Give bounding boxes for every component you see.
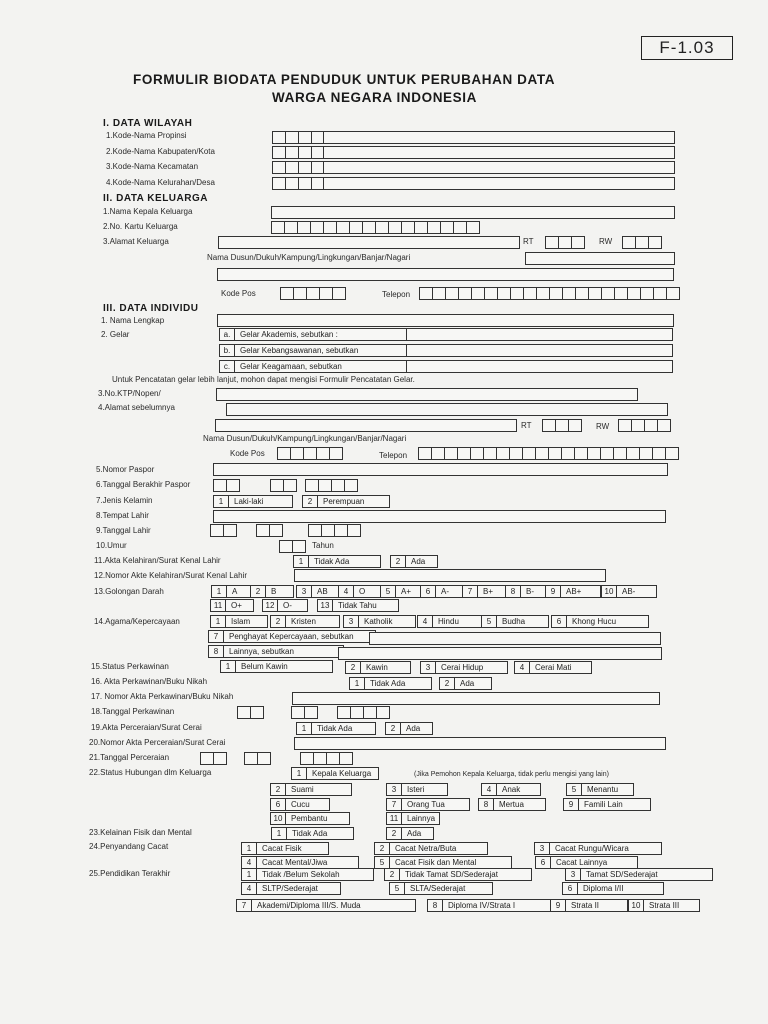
agama-option[interactable]: 5 Budha <box>481 615 549 628</box>
agama-option[interactable]: 6 Khong Hucu <box>551 615 649 628</box>
kepala-keluarga-input[interactable] <box>271 206 675 219</box>
rt-input[interactable] <box>545 236 585 247</box>
paspor-input[interactable] <box>213 463 668 476</box>
kelainan-ada[interactable]: 2 Ada <box>386 827 434 840</box>
kecamatan-code[interactable] <box>272 161 325 172</box>
golongan-darah-option[interactable]: 6 A- <box>420 585 464 598</box>
kelurahan-name[interactable] <box>323 177 675 190</box>
rw-label: RW <box>599 237 613 246</box>
field-label: 19.Akta Perceraian/Surat Cerai <box>91 723 202 732</box>
golongan-darah-option[interactable]: 4 O <box>338 585 384 598</box>
agama-option[interactable]: 8 Lainnya, sebutkan <box>208 645 344 658</box>
tgl-kawin-dd[interactable] <box>237 706 264 717</box>
section-heading-wilayah: I. DATA WILAYAH <box>103 118 193 129</box>
golongan-darah-option[interactable]: 9 AB+ <box>545 585 601 598</box>
pendidikan-option[interactable]: 6 Diploma I/II <box>562 882 664 895</box>
kabupaten-name[interactable] <box>323 146 675 159</box>
cacat-option[interactable]: 3 Cacat Rungu/Wicara <box>534 842 662 855</box>
field-label: 14.Agama/Kepercayaan <box>94 617 180 626</box>
rt-label: RT <box>521 421 532 430</box>
pendidikan-option[interactable]: 10 Strata III <box>628 899 700 912</box>
cerai-ada[interactable]: 2 Ada <box>385 722 433 735</box>
tgl-cerai-yyyy[interactable] <box>300 752 353 763</box>
kodepos-input-2[interactable] <box>277 447 343 458</box>
agama-option[interactable]: 2 Kristen <box>270 615 340 628</box>
kodepos-label-2: Kode Pos <box>230 449 265 458</box>
kelainan-tidak-ada[interactable]: 1 Tidak Ada <box>271 827 354 840</box>
pendidikan-option[interactable]: 9 Strata II <box>550 899 628 912</box>
hubungan-option[interactable]: 7 Orang Tua <box>386 798 470 811</box>
tahun-label: Tahun <box>312 541 334 550</box>
telepon-input-2[interactable] <box>418 447 679 458</box>
field-label: 8.Tempat Lahir <box>96 511 149 520</box>
hubungan-option[interactable]: 5 Menantu <box>566 783 634 796</box>
cacat-option[interactable]: 1 Cacat Fisik <box>241 842 329 855</box>
tempat-lahir-input[interactable] <box>213 510 666 523</box>
paspor-date-mm[interactable] <box>270 479 297 490</box>
kabupaten-code[interactable] <box>272 146 325 157</box>
rw-input-2[interactable] <box>618 419 671 430</box>
nomor-nikah-input[interactable] <box>292 692 660 705</box>
field-label: 4.Kode-Nama Kelurahan/Desa <box>106 178 215 187</box>
pendidikan-option[interactable]: 3 Tamat SD/Sederajat <box>565 868 713 881</box>
ktp-input[interactable] <box>216 388 638 401</box>
status-kawin-option[interactable]: 2 Kawin <box>345 661 411 674</box>
golongan-darah-option[interactable]: 13 Tidak Tahu <box>317 599 399 612</box>
pendidikan-option[interactable]: 2 Tidak Tamat SD/Sederajat <box>384 868 532 881</box>
cerai-tidak-ada[interactable]: 1 Tidak Ada <box>296 722 376 735</box>
form-title-line1: FORMULIR BIODATA PENDUDUK UNTUK PERUBAHAN DATA <box>133 72 556 87</box>
kodepos-input[interactable] <box>280 287 346 298</box>
field-label: 12.Nomor Akte Kelahiran/Surat Kenal Lahir <box>94 571 247 580</box>
hubungan-option[interactable]: 4 Anak <box>481 783 541 796</box>
nomor-akte-input[interactable] <box>294 569 606 582</box>
akta-ada[interactable]: 2 Ada <box>390 555 438 568</box>
field-label: 11.Akta Kelahiran/Surat Kenal Lahir <box>94 556 221 565</box>
hubungan-option[interactable]: 11 Lainnya <box>386 812 440 825</box>
section-heading-keluarga: II. DATA KELUARGA <box>103 193 208 204</box>
akta-tidak-ada[interactable]: 1 Tidak Ada <box>293 555 381 568</box>
telepon-label: Telepon <box>382 290 411 299</box>
section-heading-individu: III. DATA INDIVIDU <box>103 303 199 314</box>
gelar-akademis-input[interactable] <box>406 328 673 341</box>
hubungan-option[interactable]: 8 Mertua <box>478 798 546 811</box>
nikah-tidak-ada[interactable]: 1 Tidak Ada <box>349 677 432 690</box>
field-label: 3.Kode-Nama Kecamatan <box>106 162 199 171</box>
field-label: 3.Alamat Keluarga <box>103 237 169 246</box>
field-label: 4.Alamat sebelumnya <box>98 403 175 412</box>
lainnya-agama-input[interactable] <box>338 647 662 660</box>
golongan-darah-option[interactable]: 8 B- <box>505 585 551 598</box>
propinsi-name[interactable] <box>323 131 675 144</box>
nomor-cerai-input[interactable] <box>294 737 666 750</box>
gelar-keagamaan[interactable]: c. Gelar Keagamaan, sebutkan <box>219 360 407 373</box>
umur-input[interactable] <box>279 540 306 551</box>
field-label: 23.Kelainan Fisik dan Mental <box>89 828 192 837</box>
no-kk-input[interactable] <box>271 221 480 232</box>
field-label: 3.No.KTP/Nopen/ <box>98 389 161 398</box>
agama-option[interactable]: 4 Hindu <box>417 615 485 628</box>
alamat-line-input[interactable] <box>217 268 674 281</box>
agama-option[interactable]: 1 Islam <box>210 615 268 628</box>
form-title-line2: WARGA NEGARA INDONESIA <box>272 90 477 105</box>
cacat-option[interactable]: 4 Cacat Mental/Jiwa <box>241 856 359 869</box>
form-code: F-1.03 <box>641 36 733 60</box>
cacat-option[interactable]: 5 Cacat Fisik dan Mental <box>374 856 512 869</box>
field-label: 17. Nomor Akta Perkawinan/Buku Nikah <box>91 692 234 701</box>
golongan-darah-option[interactable]: 3 AB <box>296 585 344 598</box>
field-label: 1.Nama Kepala Keluarga <box>103 207 193 216</box>
rw-input[interactable] <box>622 236 662 247</box>
field-label: 6.Tanggal Berakhir Paspor <box>96 480 191 489</box>
kelurahan-code[interactable] <box>272 177 325 188</box>
rw-label: RW <box>596 422 610 431</box>
field-label: 13.Golongan Darah <box>94 587 164 596</box>
field-label: 2.Kode-Nama Kabupaten/Kota <box>106 147 215 156</box>
field-label: 5.Nomor Paspor <box>96 465 155 474</box>
pendidikan-option[interactable]: 1 Tidak /Belum Sekolah <box>241 868 374 881</box>
tgl-lahir-dd[interactable] <box>210 524 237 535</box>
alamat-sebelumnya-input[interactable] <box>226 403 668 416</box>
paspor-date-yyyy[interactable] <box>305 479 358 490</box>
field-label: 21.Tanggal Perceraian <box>89 753 170 762</box>
field-label: 1.Kode-Nama Propinsi <box>106 131 187 140</box>
alamat-keluarga-input[interactable] <box>218 236 520 249</box>
field-label: 2.No. Kartu Keluarga <box>103 222 178 231</box>
tgl-lahir-yyyy[interactable] <box>308 524 361 535</box>
propinsi-code[interactable] <box>272 131 325 142</box>
field-label: 24.Penyandang Cacat <box>89 842 169 851</box>
field-label: 10.Umur <box>96 541 127 550</box>
field-label: 20.Nomor Akta Perceraian/Surat Cerai <box>89 738 226 747</box>
dusun-label-2: Nama Dusun/Dukuh/Kampung/Lingkungan/Banjar/Nagari <box>203 434 407 443</box>
golongan-darah-option[interactable]: 12 O- <box>262 599 308 612</box>
tgl-lahir-mm[interactable] <box>256 524 283 535</box>
telepon-label-2: Telepon <box>379 451 408 460</box>
hubungan-option[interactable]: 9 Famili Lain <box>563 798 651 811</box>
status-kawin-option[interactable]: 4 Cerai Mati <box>514 661 592 674</box>
hubungan-option[interactable]: 3 Isteri <box>386 783 448 796</box>
field-label: 22.Status Hubungan dlm Keluarga <box>89 768 212 777</box>
pendidikan-option[interactable]: 8 Diploma IV/Strata I <box>427 899 553 912</box>
rt-label: RT <box>523 237 534 246</box>
agama-option[interactable]: 7 Penghayat Kepercayaan, sebutkan <box>208 630 376 643</box>
hubungan-note: (Jika Pemohon Kepala Keluarga, tidak perlu mengisi yang lain) <box>414 771 609 778</box>
field-label: 15.Status Perkawinan <box>91 662 169 671</box>
status-kawin-option[interactable]: 3 Cerai Hidup <box>420 661 508 674</box>
pendidikan-option[interactable]: 7 Akademi/Diploma III/S. Muda <box>236 899 416 912</box>
golongan-darah-option[interactable]: 2 B <box>250 585 294 598</box>
rt-input-2[interactable] <box>542 419 582 430</box>
field-label: 2. Gelar <box>101 330 130 339</box>
cacat-option[interactable]: 6 Cacat Lainnya <box>535 856 638 869</box>
penghayat-input[interactable] <box>369 632 661 645</box>
kecamatan-name[interactable] <box>323 161 675 174</box>
pendidikan-option[interactable]: 4 SLTP/Sederajat <box>241 882 341 895</box>
jk-laki[interactable]: 1 Laki-laki <box>213 495 293 508</box>
field-label: 18.Tanggal Perkawinan <box>91 707 175 716</box>
golongan-darah-option[interactable]: 10 AB- <box>601 585 657 598</box>
tgl-cerai-mm[interactable] <box>244 752 271 763</box>
telepon-input[interactable] <box>419 287 680 298</box>
gelar-note: Untuk Pencatatan gelar lebih lanjut, mohon dapat mengisi Formulir Pencatatan Gelar. <box>112 375 415 384</box>
alamat-sebelumnya-line2[interactable] <box>215 419 517 432</box>
field-label: 16. Akta Perkawinan/Buku Nikah <box>91 677 208 686</box>
gelar-keagamaan-input[interactable] <box>406 360 673 373</box>
tgl-cerai-dd[interactable] <box>200 752 227 763</box>
tgl-kawin-mm[interactable] <box>291 706 318 717</box>
jk-perempuan[interactable]: 2 Perempuan <box>302 495 390 508</box>
agama-option[interactable]: 3 Katholik <box>343 615 416 628</box>
field-label: 1. Nama Lengkap <box>101 316 165 325</box>
golongan-darah-option[interactable]: 1 A <box>211 585 253 598</box>
pendidikan-option[interactable]: 5 SLTA/Sederajat <box>389 882 493 895</box>
hubungan-option[interactable]: 6 Cucu <box>270 798 330 811</box>
gelar-akademis[interactable]: a. Gelar Akademis, sebutkan : <box>219 328 407 341</box>
field-label: 25.Pendidikan Terakhir <box>89 869 171 878</box>
hubungan-option[interactable]: 2 Suami <box>270 783 352 796</box>
field-label: 9.Tanggal Lahir <box>96 526 151 535</box>
nikah-ada[interactable]: 2 Ada <box>439 677 492 690</box>
golongan-darah-option[interactable]: 7 B+ <box>462 585 508 598</box>
kodepos-label: Kode Pos <box>221 289 256 298</box>
paspor-date-dd[interactable] <box>213 479 240 490</box>
tgl-kawin-yyyy[interactable] <box>337 706 390 717</box>
field-label: 7.Jenis Kelamin <box>96 496 153 505</box>
nama-lengkap-input[interactable] <box>217 314 674 327</box>
hubungan-option[interactable]: 10 Pembantu <box>270 812 350 825</box>
golongan-darah-option[interactable]: 5 A+ <box>380 585 424 598</box>
dusun-input[interactable] <box>525 252 675 265</box>
gelar-kebangsawanan-input[interactable] <box>406 344 673 357</box>
golongan-darah-option[interactable]: 11 O+ <box>210 599 254 612</box>
dusun-label: Nama Dusun/Dukuh/Kampung/Lingkungan/Banjar/Nagari <box>207 253 411 262</box>
cacat-option[interactable]: 2 Cacat Netra/Buta <box>374 842 488 855</box>
status-kawin-option[interactable]: 1 Belum Kawin <box>220 660 333 673</box>
hubungan-option[interactable]: 1 Kepala Keluarga <box>291 767 379 780</box>
gelar-kebangsawanan[interactable]: b. Gelar Kebangsawanan, sebutkan <box>219 344 407 357</box>
